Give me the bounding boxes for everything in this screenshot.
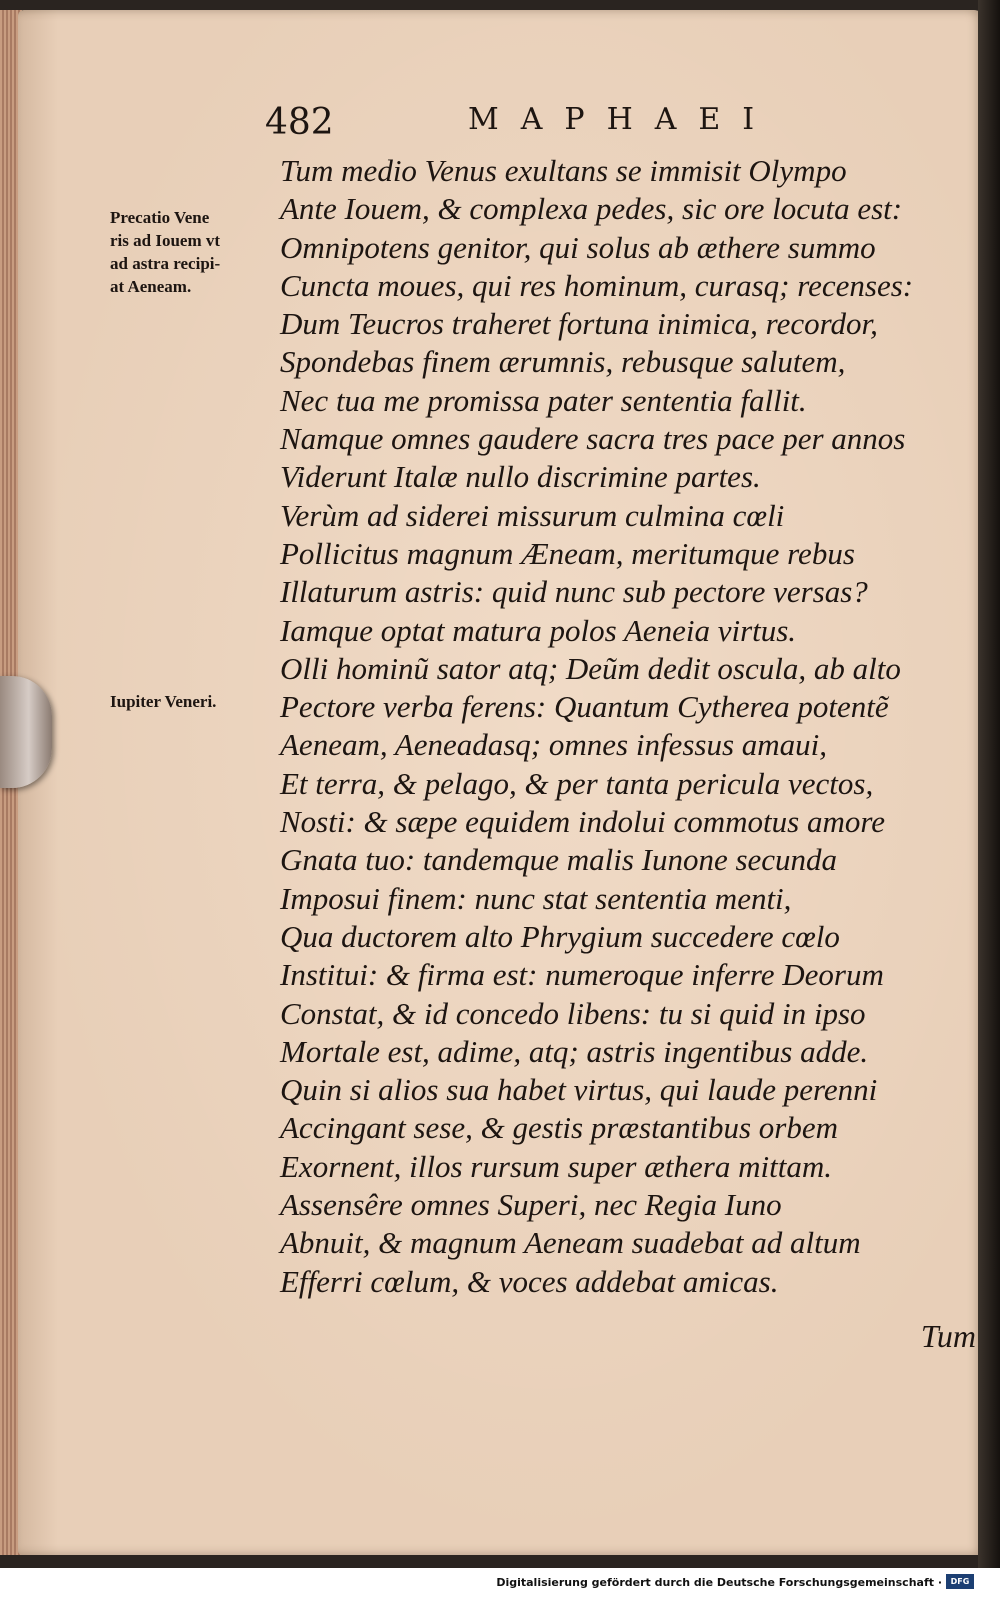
side-note-precatio bbox=[110, 206, 290, 298]
verse-line: Efferri cœlum, & voces addebat amicas. bbox=[280, 1263, 779, 1299]
verse-line: Dum Teucros traheret fortuna inimica, recordor, bbox=[280, 306, 878, 342]
catchword: Tum bbox=[920, 1318, 976, 1354]
verse-line: Exornent, illos rursum super æthera mittam. bbox=[280, 1148, 832, 1184]
verse-line: Assensêre omnes Superi, nec Regia Iuno bbox=[280, 1187, 782, 1223]
verse-line: Olli hominũ sator atq; Deũm dedit oscula, ab alto bbox=[280, 650, 901, 686]
verse-line: Pollicitus magnum Æneam, meritumque rebus bbox=[280, 535, 855, 571]
verse-line: Qua ductorem alto Phrygium succedere cœlo bbox=[280, 918, 840, 954]
verse-line: Cuncta moues, qui res hominum, curasq; recenses: bbox=[280, 267, 914, 303]
verse-line: Pectore verba ferens: Quantum Cytherea potentẽ bbox=[280, 689, 889, 725]
verse-line: Tum medio Venus exultans se immisit Olympo bbox=[280, 153, 847, 188]
verse-text bbox=[280, 152, 980, 1301]
verse-line: Spondebas finem ærumnis, rebusque salutem, bbox=[280, 344, 846, 380]
side-note-line: Iupiter Veneri. bbox=[110, 692, 217, 711]
side-note-line: ris ad Iouem vt bbox=[110, 231, 221, 250]
verse-line: Verùm ad siderei missurum culmina cœli bbox=[280, 497, 785, 533]
footer-bar bbox=[0, 1568, 1000, 1599]
side-note-iupiter bbox=[110, 690, 290, 713]
verse-line: Nec tua me promissa pater sententia fallit. bbox=[280, 382, 807, 418]
verse-line: Ante Iouem, & complexa pedes, sic ore locuta est: bbox=[280, 191, 903, 227]
verse-line: Accingant sese, & gestis præstantibus orbem bbox=[280, 1110, 838, 1146]
page-clip bbox=[0, 676, 52, 788]
verse-line: Institui: & firma est: numeroque inferre Deorum bbox=[280, 957, 884, 993]
verse-line: Et terra, & pelago, & per tanta pericula vectos, bbox=[280, 765, 874, 801]
page-number: 482 bbox=[265, 102, 334, 143]
verse-line: Constat, & id concedo libens: tu si quid in ipso bbox=[280, 995, 866, 1031]
dfg-logo: DFG bbox=[946, 1574, 974, 1589]
verse-line: Namque omnes gaudere sacra tres pace per annos bbox=[280, 421, 906, 457]
verse-line: Gnata tuo: tandemque malis Iunone secunda bbox=[280, 842, 838, 878]
verse-line: Illaturum astris: quid nunc sub pectore versas? bbox=[280, 574, 868, 610]
verse-line: Iamque optat matura polos Aeneia virtus. bbox=[280, 612, 797, 648]
verse-line: Quin si alios sua habet virtus, qui laude perenni bbox=[280, 1072, 878, 1108]
verse-line: Viderunt Italæ nullo discrimine partes. bbox=[280, 459, 761, 495]
funding-credit: Digitalisierung gefördert durch die Deutsche Forschungsgemeinschaft · bbox=[496, 1576, 942, 1589]
side-note-line: Precatio Vene bbox=[110, 208, 210, 227]
verse-line: Nosti: & sæpe equidem indolui commotus amore bbox=[280, 804, 886, 840]
verse-line: Omnipotens genitor, qui solus ab æthere summo bbox=[280, 229, 876, 265]
verse-line: Mortale est, adime, atq; astris ingentibus adde. bbox=[280, 1033, 869, 1069]
binding-shadow bbox=[978, 0, 1000, 1568]
verse-line: Aeneam, Aeneadasq; omnes infessus amaui, bbox=[280, 727, 828, 763]
side-note-line: at Aeneam. bbox=[110, 277, 192, 296]
verse-line: Abnuit, & magnum Aeneam suadebat ad altum bbox=[280, 1225, 861, 1261]
verse-line: Imposui finem: nunc stat sententia menti, bbox=[280, 880, 792, 916]
side-note-line: ad astra recipi- bbox=[110, 254, 221, 273]
running-head: MAPHAEI bbox=[468, 102, 777, 137]
